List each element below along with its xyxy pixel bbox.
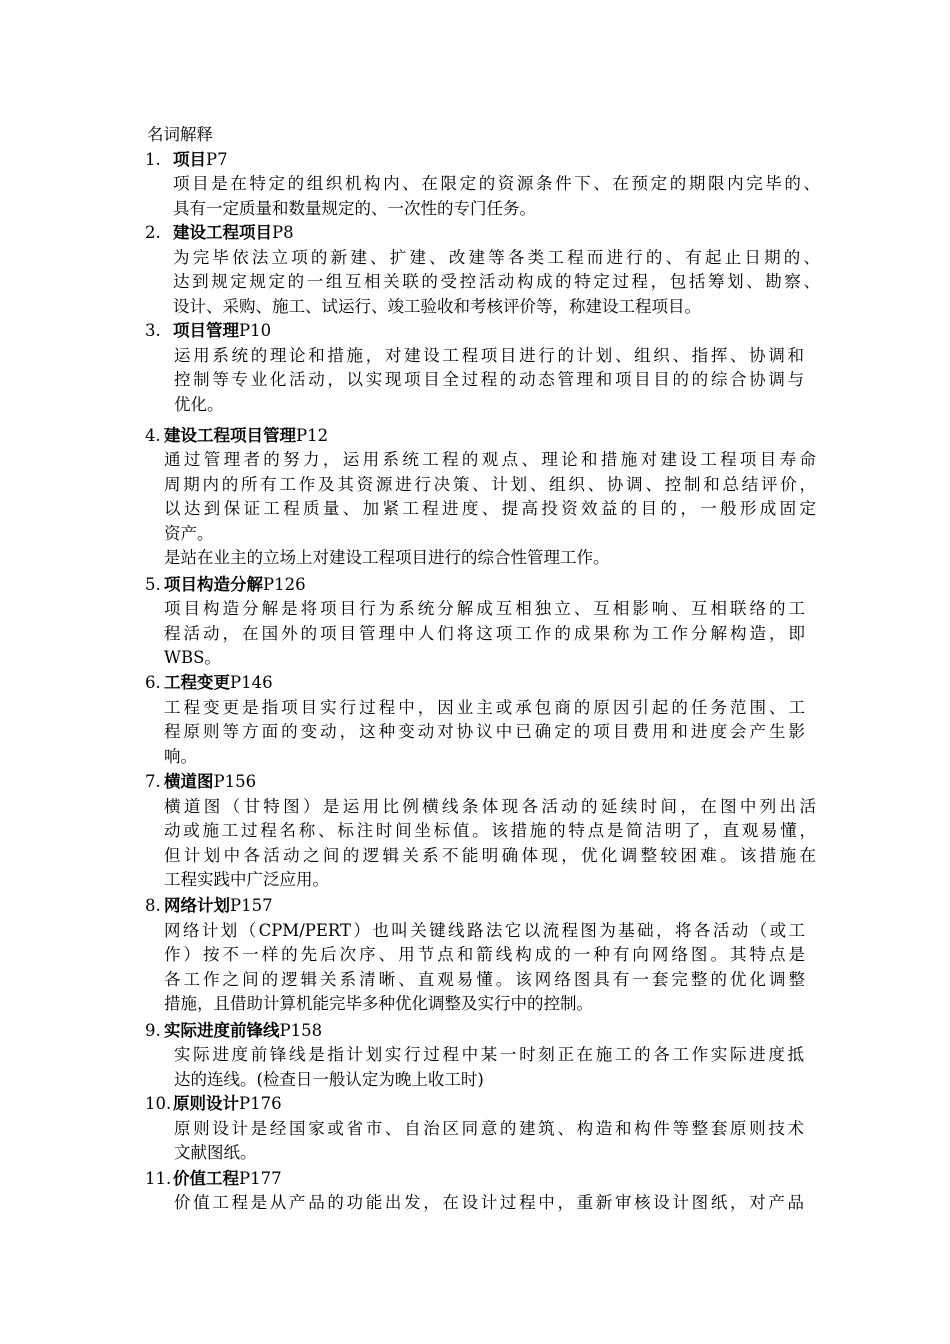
definition-line: 作）按不一样的先后次序、用节点和箭线构成的一种有向网络图。其特点是	[164, 945, 805, 964]
definition	[164, 696, 805, 770]
definition-line: 项目构造分解是将项目行为系统分解成互相独立、互相影响、互相联络的工	[164, 599, 805, 618]
definition	[174, 1191, 804, 1216]
page-ref: P7	[206, 149, 228, 169]
term-line	[145, 770, 256, 795]
definition-line: 措施，且借助计算机能完毕多种优化调整及实行中的控制。	[164, 994, 593, 1013]
page-ref: P126	[263, 574, 306, 594]
term: 实际进度前锋线	[164, 1020, 280, 1040]
page-ref: P8	[272, 223, 294, 242]
term: 项目	[173, 149, 206, 169]
section-heading: 名词解释	[147, 125, 213, 144]
entry-number: 9.	[145, 1020, 161, 1040]
definition	[164, 795, 816, 893]
definition	[164, 448, 816, 571]
term-line	[145, 221, 294, 246]
entry-number: 11.	[145, 1168, 172, 1188]
term: 原则设计	[173, 1094, 239, 1113]
page-ref: P157	[230, 896, 273, 915]
term: 建设工程项目管理	[164, 425, 296, 445]
entry-number: 6.	[145, 673, 161, 692]
definition-line: 设计、采购、施工、试运行、竣工验收和考核评价等，称建设工程项目。	[173, 296, 701, 316]
term-line	[145, 1019, 322, 1044]
definition-line: 项目是在特定的组织机构内、在限定的资源条件下、在预定的期限内完毕的、	[173, 174, 820, 193]
definition-line: 是站在业主的立场上对建设工程项目进行的综合性管理工作。	[164, 548, 610, 567]
definition-line: 资产。	[164, 523, 214, 543]
definition-line: 动或施工过程名称、标注时间坐标值。该措施的特点是简洁明了，直观易懂，	[164, 821, 816, 840]
term: 价值工程	[173, 1168, 239, 1188]
page-ref: P12	[296, 425, 329, 445]
entry-number: 8.	[145, 896, 161, 915]
page-ref: P156	[213, 772, 257, 791]
definition-line: 文献图纸。	[174, 1143, 257, 1162]
term-line	[145, 671, 273, 696]
term-line	[145, 1167, 282, 1192]
entry-number: 3.	[145, 321, 161, 340]
page-ref: P176	[239, 1094, 282, 1113]
definition-line: 程活动，在国外的项目管理中人们将这项工作的成果称为工作分解构造，即	[164, 623, 805, 643]
entry-number: 7.	[145, 772, 161, 791]
definition-line: 达的连线。(检查日一般认定为晚上收工时)	[174, 1069, 484, 1089]
page-ref: P146	[230, 673, 273, 692]
definition-line: 达到规定规定的一组互相关联的受控活动构成的特定过程，包括筹划、勘察、	[173, 272, 820, 291]
definition-line: 为完毕依法立项的新建、扩建、改建等各类工程而进行的、有起止日期的、	[173, 247, 820, 267]
page-ref: P177	[239, 1168, 282, 1188]
definition-line: WBS。	[164, 648, 221, 667]
definition	[173, 172, 820, 221]
definition	[164, 597, 805, 671]
entry-number: 1.	[145, 149, 161, 169]
definition-line: 工程实践中广泛应用。	[164, 870, 329, 889]
term: 建设工程项目	[173, 223, 272, 242]
entry-number: 2.	[145, 223, 161, 242]
definition	[164, 919, 805, 1017]
term-line	[145, 319, 271, 344]
term: 网络计划	[164, 896, 230, 915]
definition	[174, 344, 804, 418]
term: 项目管理	[173, 321, 239, 340]
definition-line: 原则设计是经国家或省市、自治区同意的建筑、构造和构件等整套原则技术	[174, 1118, 804, 1138]
definition-line: 网络计划（CPM/PERT）也叫关键线路法它以流程图为基础，将各活动（或工	[164, 920, 805, 940]
term-line	[145, 573, 306, 598]
definition-line: 但计划中各活动之间的逻辑关系不能明确体现，优化调整较困难。该措施在	[164, 845, 816, 865]
term-line	[145, 1092, 282, 1117]
definition-line: 价值工程是从产品的功能出发，在设计过程中，重新审核设计图纸，对产品	[174, 1193, 804, 1212]
definition-line: 通过管理者的努力，运用系统工程的观点、理论和措施对建设工程项目寿命	[164, 450, 816, 469]
definition-line: 响。	[164, 746, 197, 766]
entry-number: 4.	[145, 425, 161, 445]
definition	[174, 1117, 804, 1166]
definition-line: 程原则等方面的变动，这种变动对协议中已确定的项目费用和进度会产生影	[164, 722, 805, 741]
definition-line: 各工作之间的逻辑关系清晰、直观易懂。该网络图具有一套完整的优化调整	[164, 969, 805, 989]
term: 项目构造分解	[164, 574, 263, 594]
definition-line: 工程变更是指项目实行过程中，因业主或承包商的原因引起的任务范围、工	[164, 697, 805, 717]
term-line	[145, 424, 328, 449]
entry-number: 10.	[145, 1094, 172, 1113]
definition-line: 横道图（甘特图）是运用比例横线条体现各活动的延续时间，在图中列出活	[164, 796, 816, 816]
definition-line: 控制等专业化活动，以实现项目全过程的动态管理和项目目的的综合协调与	[174, 370, 804, 389]
term-line	[145, 148, 228, 173]
definition-line: 以达到保证工程质量、加紧工程进度、提高投资效益的目的，一般形成固定	[164, 499, 816, 518]
term-line	[145, 894, 273, 919]
definition-line: 优化。	[174, 394, 224, 414]
definition	[174, 1043, 804, 1092]
page-ref: P10	[239, 321, 272, 340]
definition	[173, 246, 820, 320]
definition-line: 周期内的所有工作及其资源进行决策、计划、组织、协调、控制和总结评价，	[164, 474, 816, 494]
term: 工程变更	[164, 673, 230, 692]
definition-line: 具有一定质量和数量规定的、一次性的专门任务。	[173, 198, 536, 218]
definition-line: 实际进度前锋线是指计划实行过程中某一时刻正在施工的各工作实际进度抵	[174, 1045, 804, 1064]
term: 横道图	[164, 772, 214, 791]
definition-line: 运用系统的理论和措施，对建设工程项目进行的计划、组织、指挥、协调和	[174, 345, 804, 365]
page-ref: P158	[279, 1020, 323, 1040]
entry-number: 5.	[145, 574, 161, 594]
